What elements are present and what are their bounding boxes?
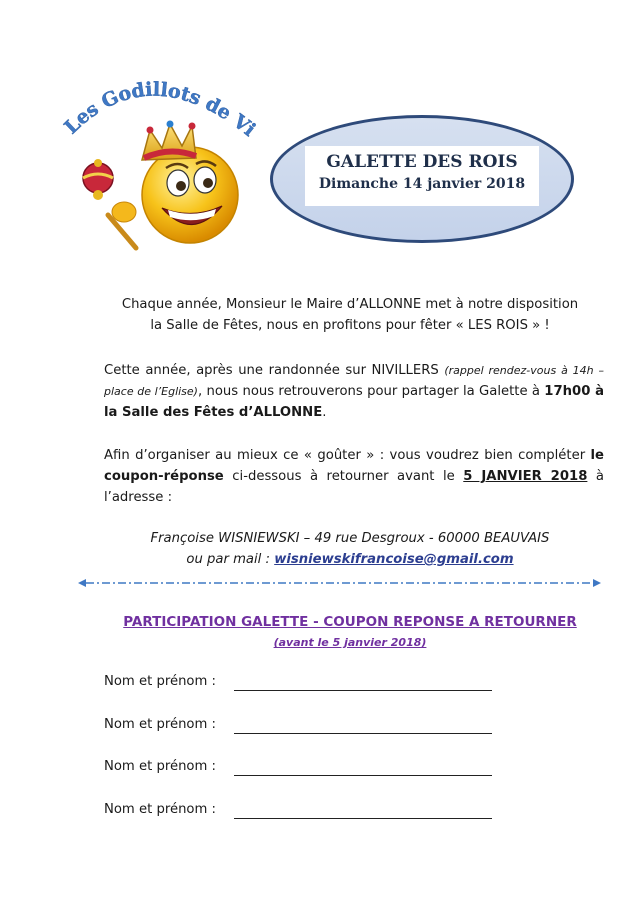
name-field-line[interactable]	[234, 775, 492, 776]
coupon-ref: le coupon-réponse	[104, 448, 604, 484]
logo-arc-text: Les Godillots de Vi	[60, 78, 260, 141]
name-label: Nom et prénom :	[104, 802, 216, 817]
instr-text-b: ci-dessous à retourner avant le	[232, 469, 455, 484]
instr-text-a: Afin d’organiser au mieux ce « goûter » : vous voudrez bien compléter	[104, 448, 586, 463]
address-block	[90, 528, 610, 570]
intro-line-2: la Salle de Fêtes, nous en profitons pour fêter « LES ROIS » !	[150, 318, 550, 333]
coupon-title: PARTICIPATION GALETTE - COUPON REPONSE A RETOURNER	[123, 614, 577, 630]
coupon-subtitle: (avant le 5 janvier 2018)	[273, 636, 427, 649]
title-box	[305, 146, 539, 206]
arrow-right-icon	[593, 579, 601, 587]
event-date: Dimanche 14 janvier 2018	[318, 176, 526, 192]
event-title: GALETTE DES ROIS	[326, 152, 518, 172]
event-paragraph	[104, 360, 604, 423]
mail-line	[90, 549, 610, 570]
intro-paragraph	[90, 294, 610, 336]
svg-text:Les Godillots de Vilabon	[50, 60, 260, 141]
postal-address: Françoise WISNIEWSKI – 49 rue Desgroux - 60000 BEAUVAIS	[150, 531, 550, 546]
club-logo	[50, 60, 270, 260]
event-text-end: .	[322, 405, 327, 420]
name-label: Nom et prénom :	[104, 759, 216, 774]
event-time-place: 17h00 à la Salle des Fêtes d’ALLONNE	[104, 384, 604, 420]
event-text-b: , nous nous retrouverons pour partager la Galette à	[197, 384, 540, 399]
email-link[interactable]: wisniewskifrancoise@gmail.com	[274, 552, 514, 567]
cut-line-divider	[78, 578, 601, 588]
instructions-paragraph	[104, 445, 604, 508]
intro-line-1: Chaque année, Monsieur le Maire d’ALLONNE met à notre disposition	[121, 297, 579, 312]
mail-prefix: ou par mail :	[186, 552, 270, 567]
name-field-line[interactable]	[234, 733, 492, 734]
name-label: Nom et prénom :	[104, 674, 216, 689]
crowned-smiley-icon	[50, 60, 270, 260]
name-field-line[interactable]	[234, 690, 492, 691]
name-label: Nom et prénom :	[104, 717, 216, 732]
name-field-line[interactable]	[234, 818, 492, 819]
event-text-a: Cette année, après une randonnée sur NIVILLERS	[104, 363, 439, 378]
deadline-date: 5 JANVIER 2018	[463, 469, 588, 484]
instr-text-c: à l’adresse :	[104, 469, 604, 505]
rdv-note: (rappel rendez-vous à 14h – place de l’Eglise)	[104, 364, 604, 398]
arrow-left-icon	[78, 579, 86, 587]
